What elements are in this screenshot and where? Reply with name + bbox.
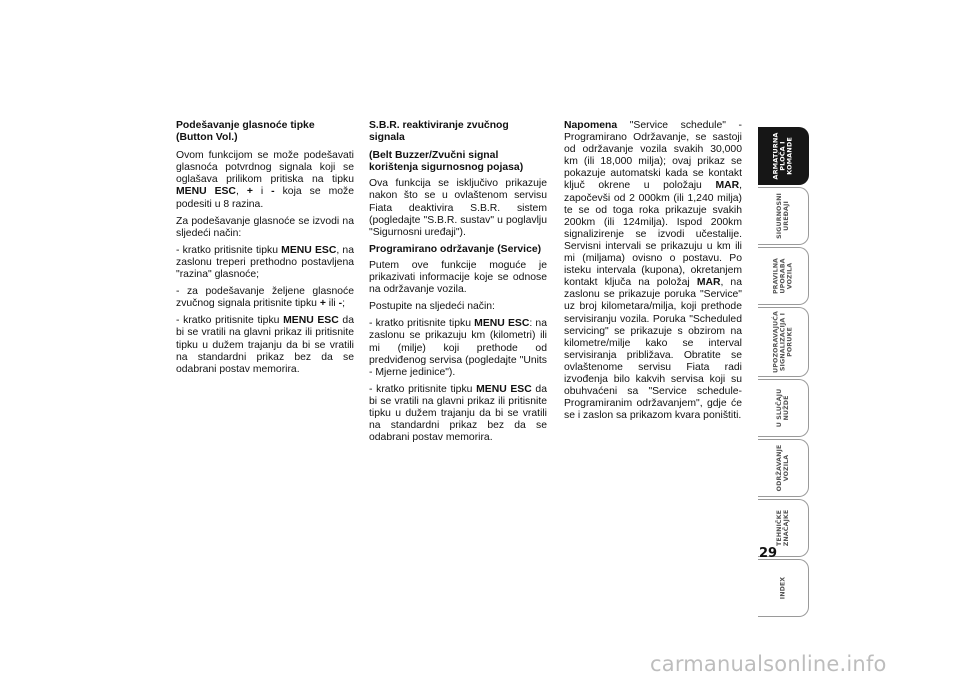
tab-u-slucaju-nuzde[interactable] xyxy=(758,379,809,437)
tab-label: U SLUČAJU NUŽDE xyxy=(776,388,790,428)
section-title-service: Programirano održavanje (Service) xyxy=(369,243,542,255)
tab-sigurnosni-uredaji[interactable] xyxy=(758,187,809,245)
page-number: 29 xyxy=(758,546,778,561)
watermark: carmanualsonline.info xyxy=(650,652,887,676)
paragraph: Za podešavanje glasnoće se izvodi na sljedeći način: xyxy=(176,215,354,239)
note-label: Napomena xyxy=(564,120,618,131)
tab-label: TEHNIČKE ZNAČAJKE xyxy=(776,509,790,547)
text: - za podešavanje željene glasnoće zvučnog signala pritisnite tipku xyxy=(176,286,354,310)
tab-label: INDEX xyxy=(779,576,787,600)
paragraph: Putem ove funkcije moguće je prikazivati informacije koje se odnose na održavanje vozila. xyxy=(369,259,547,296)
paragraph xyxy=(176,150,354,210)
paragraph xyxy=(369,318,547,378)
tab-label: ODRŽAVANJE VOZILA xyxy=(776,444,790,492)
text: da bi se vratili na glavni prikaz ili pritisnite tipku u dužem trajanju da bi se vratili na standardni prikaz bez da se odabrani postav memorira. xyxy=(369,383,547,444)
text: , na zaslonu treperi prethodno postavljena "razina" glasnoće; xyxy=(176,244,354,281)
text: da bi se vratili na glavni prikaz ili pritisnite tipku u dužem trajanju da bi se vratili na standardni prikaz bez da se odabrani postav memorira. xyxy=(176,315,354,375)
text: "Service schedule" - Programirano Održavanje, se sastoji od održavanje vozila svakih 30,000 km (ili 18,000 milja); ovaj prikaz se pokazuje automatski kada se kontakt ključ okrene u položaju xyxy=(564,120,742,192)
note-paragraph xyxy=(564,120,742,422)
key-name: + xyxy=(246,186,253,198)
paragraph xyxy=(176,286,354,310)
text: Ovom funkcijom se može podešavati glasnoća potvrdnog signala koji se oglašava prilikom pritiska na tipku xyxy=(176,150,354,186)
text: , xyxy=(235,186,247,198)
paragraph: Ova funkcija se isključivo prikazuje nakon što se u ovlaštenom servisu Fiata deaktivira S.B.R. sistem (pogledajte "S.B.R. sustav" u poglavlju "Sigurnosni uređaji"). xyxy=(369,178,547,238)
text: , na zaslonu se prikazuje poruka "Service" uz broj kilometara/milja, koji prethode servisiranju vozila. Poruka "Scheduled servicing" se prikazuje s obzirom na kilometre/milje kako se interval servisiranja približava. Obratite se ovlaštenome servisu Fiata radi izvođenja bilo kakvih servisa koji su obuhvaćeni sa "Service schedule-Programiranim održavanjem", gdje će se i zaslon sa prikazom kvara poništiti. xyxy=(564,277,742,422)
text: - kratko pritisnite tipku xyxy=(176,315,284,327)
text: - kratko pritisnite tipku xyxy=(369,383,477,395)
text: - kratko pritisnite tipku xyxy=(176,244,282,256)
key-name: MENU ESC xyxy=(176,186,236,198)
section-title-sbr: S.B.R. reaktiviranje zvučnog signala xyxy=(369,120,509,144)
tab-label: SIGURNOSNI UREĐAJI xyxy=(776,193,790,239)
tab-label: ARMATURNA PLOČA I KOMANDE xyxy=(771,132,794,180)
column-left xyxy=(176,120,354,381)
key-name: MENU ESC xyxy=(281,244,337,256)
text: : na zaslonu se prikazuju km (kilometri) ili mi (milje) koji prethode od predviđenog servisa (pogledajte "Units - Mjerne jedinice"). xyxy=(369,318,547,378)
key-name: MENU ESC xyxy=(283,315,339,327)
text: ; xyxy=(342,298,345,310)
tab-label: PRAVILNA UPORABA VOZILA xyxy=(772,257,794,295)
text: koja se može podesiti u 8 razina. xyxy=(176,186,354,210)
tab-upozoravajuca-signalizacija[interactable] xyxy=(758,307,809,377)
text: , započevši od 2 000km (ili 1,240 milja) te se od toga roka prikazuje svakih 200km (ili 124milja). Ispod 200km signalizirenje se izvodi učestalije. Servisni intervali se prikazuju u km ili mi (miljama) ovisno o postavu. Po isteku intervala (kupona), okretanjem kontakt ključa na položaj xyxy=(564,180,742,289)
tab-odrzavanje-vozila[interactable] xyxy=(758,439,809,497)
tab-pravilna-uporaba[interactable] xyxy=(758,247,809,305)
text: i xyxy=(252,186,272,198)
key-name: - xyxy=(338,298,343,310)
paragraph xyxy=(369,384,547,444)
paragraph xyxy=(176,315,354,375)
tab-index[interactable] xyxy=(758,559,809,617)
key-position: MAR xyxy=(696,277,721,289)
key-position: MAR xyxy=(715,180,740,192)
text: - kratko pritisnite tipku xyxy=(369,318,475,330)
paragraph: Postupite na sljedeći način: xyxy=(369,301,495,313)
key-name: - xyxy=(271,186,275,198)
column-middle xyxy=(369,120,547,449)
tab-armaturna-ploca[interactable] xyxy=(758,127,809,185)
tab-label: UPOZORAVAJUĆA SIGNALIZACIJA I PORUKE xyxy=(772,311,794,373)
key-name: + xyxy=(319,298,326,310)
section-subtitle-belt-buzzer: (Belt Buzzer/Zvučni signal korištenja sigurnosnog pojasa) xyxy=(369,150,524,174)
section-title-button-volume: Podešavanje glasnoće tipke (Button Vol.) xyxy=(176,120,315,144)
paragraph xyxy=(176,245,354,281)
text: ili xyxy=(325,298,339,310)
key-name: MENU ESC xyxy=(474,318,530,330)
key-name: MENU ESC xyxy=(476,383,532,395)
column-right xyxy=(564,120,742,427)
